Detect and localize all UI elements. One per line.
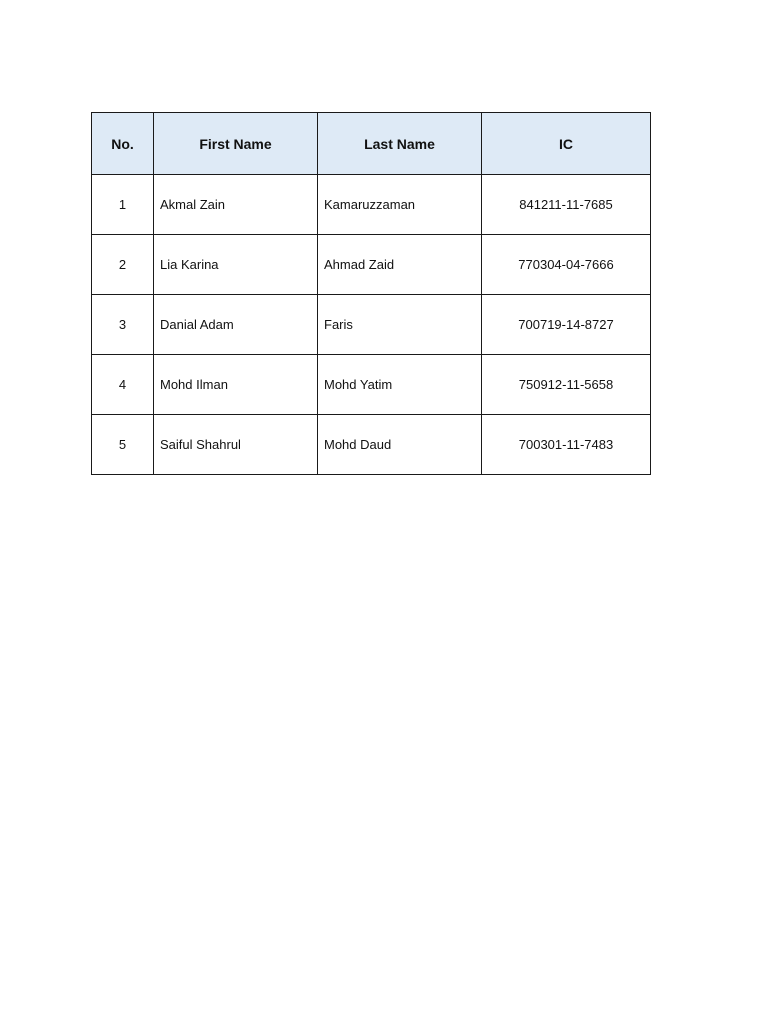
cell-last-name: Ahmad Zaid: [318, 235, 482, 295]
cell-no: 4: [92, 355, 154, 415]
cell-no: 2: [92, 235, 154, 295]
cell-no: 1: [92, 175, 154, 235]
cell-last-name: Mohd Yatim: [318, 355, 482, 415]
header-row: [92, 113, 651, 175]
header-first-name: First Name: [154, 113, 318, 175]
table-row: [92, 355, 651, 415]
cell-first-name: Akmal Zain: [154, 175, 318, 235]
table-row: [92, 235, 651, 295]
header-last-name: Last Name: [318, 113, 482, 175]
cell-no: 3: [92, 295, 154, 355]
cell-last-name: Faris: [318, 295, 482, 355]
cell-first-name: Danial Adam: [154, 295, 318, 355]
header-no: No.: [92, 113, 154, 175]
cell-last-name: Kamaruzzaman: [318, 175, 482, 235]
table-row: [92, 175, 651, 235]
table-row: [92, 415, 651, 475]
cell-ic: 750912-11-5658: [482, 355, 651, 415]
cell-ic: 841211-11-7685: [482, 175, 651, 235]
table-row: [92, 295, 651, 355]
cell-first-name: Saiful Shahrul: [154, 415, 318, 475]
cell-ic: 700719-14-8727: [482, 295, 651, 355]
cell-first-name: Mohd Ilman: [154, 355, 318, 415]
cell-ic: 770304-04-7666: [482, 235, 651, 295]
cell-last-name: Mohd Daud: [318, 415, 482, 475]
cell-first-name: Lia Karina: [154, 235, 318, 295]
records-table: [91, 112, 651, 475]
table-body: [92, 175, 651, 475]
header-ic: IC: [482, 113, 651, 175]
cell-no: 5: [92, 415, 154, 475]
cell-ic: 700301-11-7483: [482, 415, 651, 475]
table-header: [92, 113, 651, 175]
